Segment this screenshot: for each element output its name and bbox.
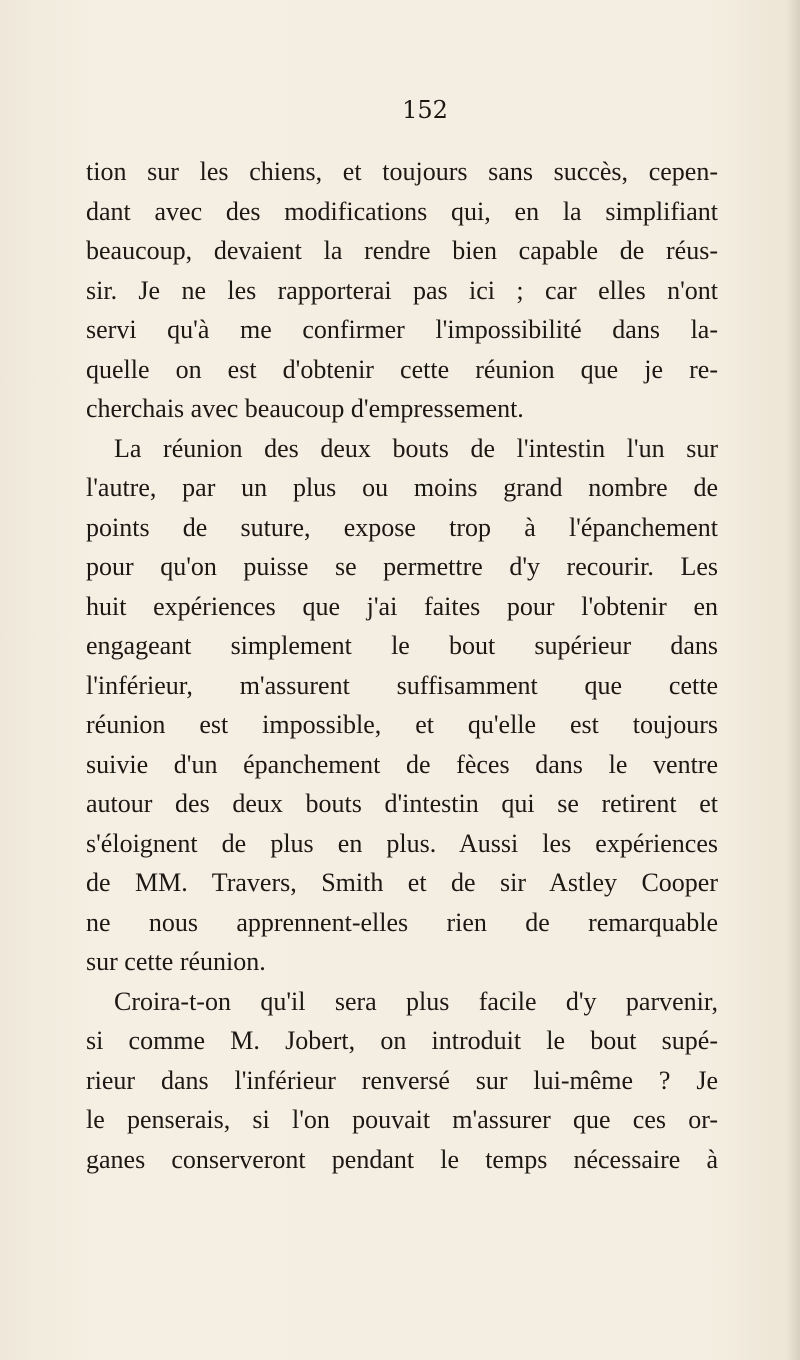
text-line: beaucoup, devaient la rendre bien capable de réus- — [86, 236, 718, 265]
page-edge-shadow — [786, 0, 800, 1360]
text-line: sir. Je ne les rapporterai pas ici ; car elles n'ont — [86, 275, 718, 305]
text-line: engageant simplement le bout supérieur dans — [86, 631, 718, 660]
text-line: servi qu'à me confirmer l'impossibilité dans la- — [86, 315, 718, 344]
text-line: sur cette réunion. — [86, 947, 266, 976]
text-line: l'inférieur, m'assurent suffisamment que cette — [86, 670, 718, 700]
text-line: de MM. Travers, Smith et de sir Astley Cooper — [86, 868, 718, 897]
text-line: si comme M. Jobert, on introduit le bout supé- — [86, 1026, 718, 1055]
text-line: points de suture, expose trop à l'épanchement — [86, 512, 718, 542]
text-line: s'éloignent de plus en plus. Aussi les expériences — [86, 828, 718, 858]
text-line: quelle on est d'obtenir cette réunion que je re- — [86, 354, 718, 384]
text-line: ganes conserveront pendant le temps nécessaire à — [86, 1144, 718, 1174]
text-line: Croira-t-on qu'il sera plus facile d'y parvenir, — [114, 986, 718, 1016]
page-number: 152 — [402, 96, 448, 124]
text-line: l'autre, par un plus ou moins grand nombre de — [86, 473, 718, 502]
text-line: cherchais avec beaucoup d'empressement. — [86, 394, 524, 423]
text-line: suivie d'un épanchement de fèces dans le ventre — [86, 749, 718, 779]
text-line: dant avec des modifications qui, en la simplifiant — [86, 196, 718, 226]
text-line: La réunion des deux bouts de l'intestin l'un sur — [114, 433, 718, 463]
text-line: autour des deux bouts d'intestin qui se retirent et — [86, 789, 718, 818]
text-line: huit expériences que j'ai faites pour l'obtenir en — [86, 591, 718, 621]
text-line: rieur dans l'inférieur renversé sur lui-même ? Je — [86, 1065, 718, 1095]
text-line: tion sur les chiens, et toujours sans succès, cepen- — [86, 157, 718, 186]
text-line: le penserais, si l'on pouvait m'assurer que ces or- — [86, 1105, 718, 1134]
text-line: ne nous apprennent-elles rien de remarquable — [86, 907, 718, 937]
text-line: réunion est impossible, et qu'elle est toujours — [86, 710, 718, 739]
body-text — [86, 152, 718, 1179]
text-line: pour qu'on puisse se permettre d'y recourir. Les — [86, 552, 718, 581]
